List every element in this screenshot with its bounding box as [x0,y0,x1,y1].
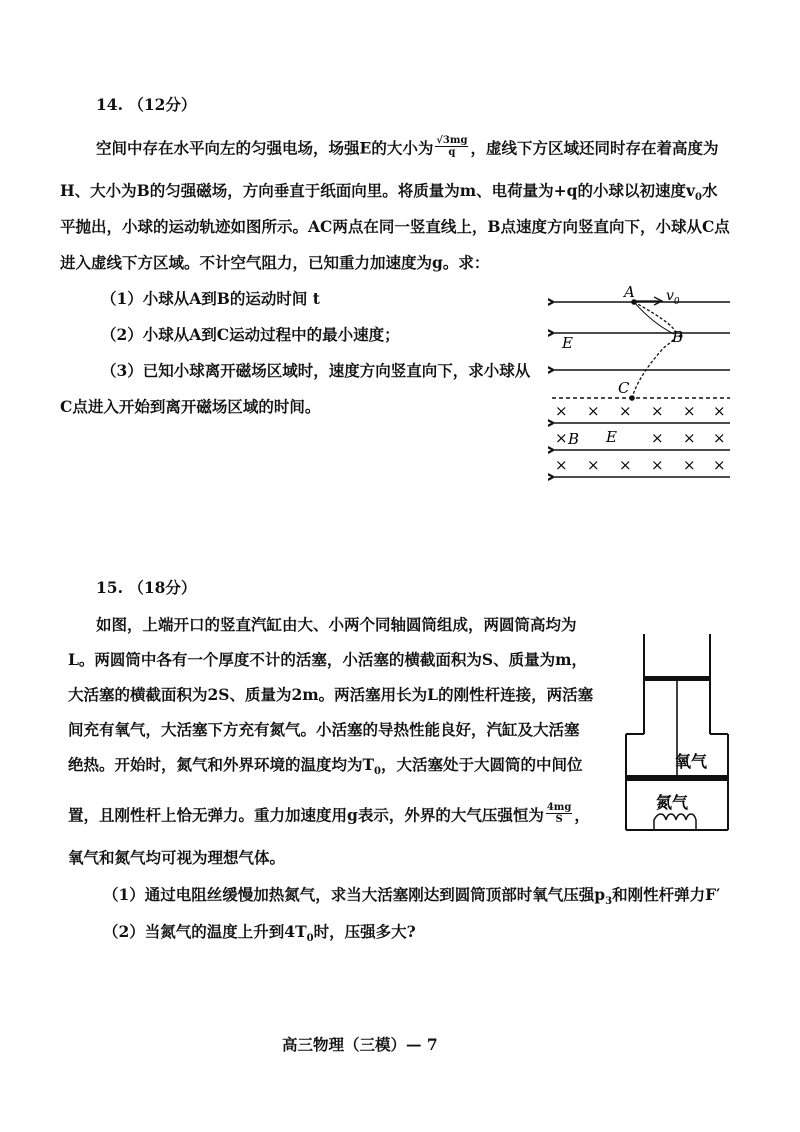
cross-icon: × [713,402,726,420]
point-C-dot [629,395,635,401]
q14-field-diagram [548,282,733,492]
cross-icon: × [619,402,632,420]
q15-line7: 氧气和氮气均可视为理想气体。 [68,848,286,867]
label-v-sub: 0 [673,297,680,307]
q15-pressure-fraction [546,802,573,825]
q14-line2-post: 水 [701,181,718,200]
cross-icon: × [555,456,568,474]
label-E-upper: E [562,334,573,352]
q14-sub2: （2）小球从A到C运动过程中的最小速度； [101,325,400,344]
q14-line4: 进入虚线下方区域。不计空气阻力，已知重力加速度为g。求： [60,253,490,272]
q15-sub1-post: 和刚性杆弹力F′ [612,885,721,904]
q15-sub2-sub: 0 [306,933,314,945]
cross-icon: × [683,456,696,474]
q14-line1 [96,135,719,161]
q14-line2-pre: H、大小为B的匀强磁场，方向垂直于纸面向里。将质量为m、电荷量为+q的小球以初速度v [60,181,695,200]
label-B-field: B [568,430,580,448]
cross-icon: × [555,402,568,420]
label-E-lower: E [606,428,617,446]
q15-line1: 如图，上端开口的竖直汽缸由大、小两个同轴圆筒组成，两圆筒高均为 [96,615,577,634]
q15-sub1-sub: 3 [605,896,613,908]
fraction-numerator: √3mg [436,135,468,146]
small-piston [644,676,710,681]
cross-icon: × [713,429,726,447]
q14-sub3: （3）已知小球离开磁场区域时，速度方向竖直向下，求小球从 [101,361,531,380]
cross-icon: × [683,429,696,447]
q14-line2 [60,181,717,208]
fraction-denominator: S [555,814,563,825]
q14-line1-post: ，虚线下方区域还同时存在着高度为 [470,138,719,158]
q15-header: 15. （18分） [96,578,197,597]
q14-sub3-cont: C点进入开始到离开磁场区域的时间。 [60,397,321,416]
fraction-numerator: 4mg [546,802,572,813]
q14-line2-sub: 0 [694,192,702,204]
q15-sub2-pre: （2）当氮气的温度上升到4T [103,922,307,941]
q15-line5-pre: 绝热。开始时，氮气和外界环境的温度均为T [68,755,375,774]
cross-icon: × [713,456,726,474]
big-piston [626,775,728,781]
label-B-point: B [672,328,684,346]
label-v-main: v [666,288,674,304]
label-v [666,288,680,307]
cross-icon: × [587,402,600,420]
fraction-denominator: q [448,147,456,158]
q15-line2: L。两圆筒中各有一个厚度不计的活塞，小活塞的横截面积为S、质量为m， [68,650,587,669]
cross-icon: × [587,456,600,474]
q15-line6 [68,802,590,828]
q15-sub2 [103,922,416,949]
q15-line6-pre: 置，且刚性杆上恰无弹力。重力加速度用g表示，外界的大气压强恒为 [68,805,544,825]
cross-icon: × [619,456,632,474]
q15-sub2-post: 时，压强多大? [313,922,416,941]
page-footer: 高三物理（三模）— 7 [282,1035,438,1054]
q15-line3: 大活塞的横截面积为2S、质量为2m。两活塞用长为L的刚性杆连接，两活塞 [68,685,594,704]
cross-icon: × [651,456,664,474]
label-A: A [624,283,635,301]
q14-line3: 平抛出，小球的运动轨迹如图所示。AC两点在同一竖直线上，B点速度方向竖直向下，小球从C点 [60,217,730,236]
q15-sub1 [103,885,720,912]
cross-icon: × [555,429,568,447]
q14-sub1: （1）小球从A到B的运动时间 t [101,289,320,308]
q14-field-fraction [435,135,468,158]
magnetic-field-crosses [555,402,726,474]
cross-icon: × [651,429,664,447]
cross-icon: × [683,402,696,420]
heater-coil-icon [654,814,696,830]
trajectory-curve [632,302,676,398]
cross-icon: × [651,402,664,420]
q15-line6-post: ， [574,805,590,825]
q15-line5-post: ，大活塞处于大圆筒的中间位 [381,755,583,774]
label-oxygen: 氧气 [675,752,708,771]
q15-line5-sub: 0 [374,766,382,778]
q15-sub1-pre: （1）通过电阻丝缓慢加热氮气，求当大活塞刚达到圆筒顶部时氧气压强p [103,885,606,904]
label-C: C [618,379,630,397]
q15-cylinder-diagram [618,632,738,832]
label-nitrogen: 氮气 [656,793,689,812]
q15-line5 [68,755,583,782]
trajectory-hint [634,302,674,334]
q14-header: 14. （12分） [96,95,197,114]
q14-line1-pre: 空间中存在水平向左的匀强电场，场强E的大小为 [96,138,434,158]
q15-line4: 间充有氧气，大活塞下方充有氮气。小活塞的导热性能良好，汽缸及大活塞 [68,720,580,739]
